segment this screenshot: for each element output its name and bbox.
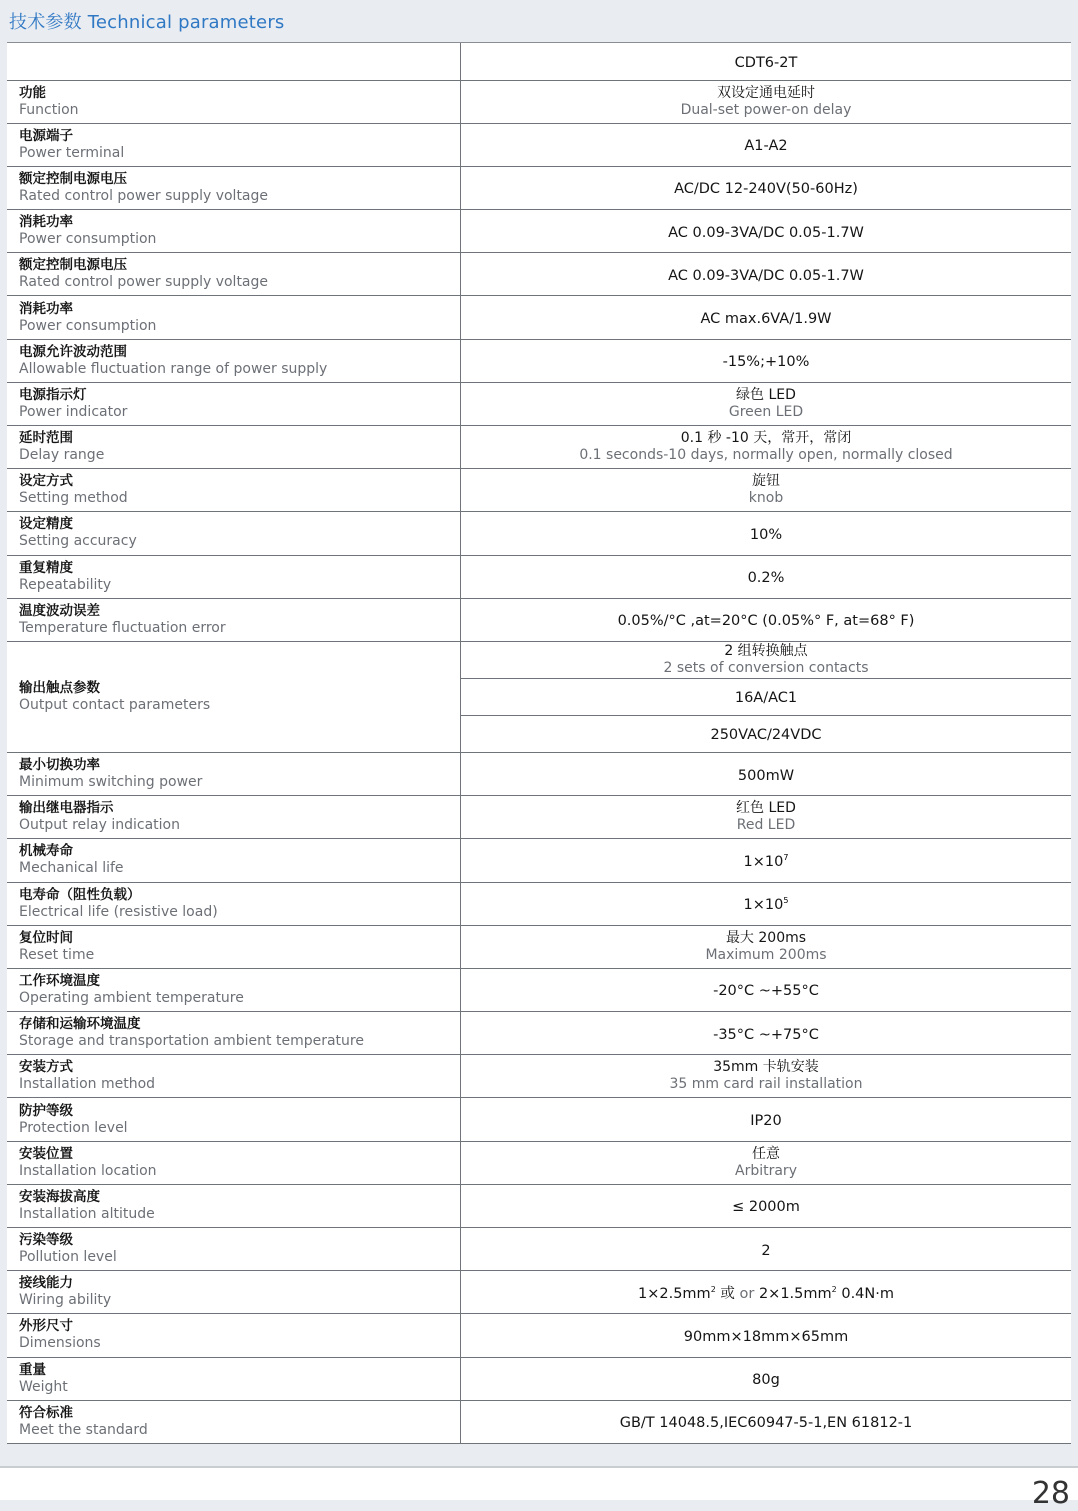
parameter-label-cell (7, 968, 461, 1011)
exponent: 7 (783, 852, 789, 862)
parameter-name-en: Power consumption (19, 317, 157, 334)
value-text: 80g (752, 1372, 780, 1389)
table-row (7, 1184, 1071, 1227)
wiring-part: or (739, 1285, 755, 1302)
value-text: -15%;+10% (722, 354, 810, 371)
wiring-part: 0.4N·m (841, 1285, 894, 1302)
parameter-name-en: Dimensions (19, 1335, 101, 1352)
table-row (7, 1400, 1071, 1443)
wiring-part: 2×1.5mm (758, 1285, 832, 1302)
parameter-label-cell (7, 598, 461, 641)
parameter-name-en: Output contact parameters (19, 696, 211, 713)
parameter-label-cell (7, 1141, 461, 1184)
value-text: IP20 (750, 1113, 782, 1130)
value-text: 0.2% (747, 570, 785, 587)
parameter-value-cell (461, 839, 1072, 882)
parameter-label-cell (7, 426, 461, 469)
value-text: 2 (761, 1242, 771, 1259)
page-title: 技术参数 Technical parameters (9, 12, 285, 33)
parameter-label-cell (7, 641, 461, 752)
parameter-value-cell (461, 1012, 1072, 1055)
parameter-name-en: Power indicator (19, 403, 128, 420)
parameter-name-en: Reset time (19, 946, 95, 963)
parameter-value-cell (461, 469, 1072, 512)
parameter-label-cell (7, 1228, 461, 1271)
parameter-label-cell (7, 1314, 461, 1357)
parameter-value-cell (461, 598, 1072, 641)
parameter-label-cell (7, 123, 461, 166)
parameter-label-cell (7, 1055, 461, 1098)
value-zh: 0.1 秒 -10 天，常开，常闭 (680, 430, 852, 447)
value-en: Red LED (736, 817, 796, 834)
parameter-value-cell (461, 339, 1072, 382)
value-text: 500mW (737, 767, 795, 784)
parameter-value-cell (461, 1228, 1072, 1271)
parameter-name-zh: 功能 (19, 84, 46, 101)
parameter-label-cell (7, 1400, 461, 1443)
parameter-name-zh: 延时范围 (19, 430, 73, 447)
parameter-name-en: Installation method (19, 1076, 156, 1093)
parameter-label-cell (7, 882, 461, 925)
parameter-name-en: Mechanical life (19, 860, 124, 877)
value-en: 2 sets of conversion contacts (663, 659, 869, 676)
parameter-label-cell (7, 80, 461, 123)
parameter-value-cell (461, 512, 1072, 555)
parameter-name-zh: 消耗功率 (19, 214, 73, 231)
parameter-value-cell (461, 555, 1072, 598)
table-row (7, 166, 1071, 209)
table-row (7, 80, 1071, 123)
value-text: 0.05%/°C ,at=20°C (0.05%° F, at=68° F) (617, 613, 915, 630)
value-text: -35°C ~+75°C (713, 1026, 819, 1043)
parameter-value-cell (461, 715, 1072, 752)
parameter-name-en: Output relay indication (19, 817, 180, 834)
table-row (7, 469, 1071, 512)
parameter-name-en: Rated control power supply voltage (19, 274, 269, 291)
parameter-name-zh: 接线能力 (19, 1275, 73, 1292)
parameter-label-cell (7, 839, 461, 882)
parameter-name-en: Allowable fluctuation range of power supply (19, 360, 328, 377)
parameter-value-cell (461, 80, 1072, 123)
parameter-value-cell (461, 1271, 1072, 1314)
value-en: 35 mm card rail installation (669, 1076, 863, 1093)
parameter-name-zh: 消耗功率 (19, 300, 73, 317)
table-row (7, 882, 1071, 925)
parameter-name-en: Setting method (19, 490, 128, 507)
model-name: CDT6-2T (734, 54, 798, 71)
parameter-name-zh: 复位时间 (19, 929, 73, 946)
parameter-name-zh: 设定精度 (19, 516, 73, 533)
table-row (7, 598, 1071, 641)
parameter-label-cell (7, 469, 461, 512)
wiring-part: 1×2.5mm (638, 1285, 711, 1302)
table-row (7, 1271, 1071, 1314)
parameter-name-en: Delay range (19, 447, 105, 464)
parameter-value-cell (461, 678, 1072, 715)
value-text: 16A/AC1 (734, 690, 798, 707)
model-header (461, 43, 1072, 80)
parameter-name-en: Function (19, 101, 79, 118)
parameter-name-zh: 额定控制电源电压 (19, 170, 127, 187)
parameter-value-cell (461, 210, 1072, 253)
parameter-label-cell (7, 796, 461, 839)
parameter-label-cell (7, 512, 461, 555)
table-row (7, 512, 1071, 555)
table-row (7, 1098, 1071, 1141)
exponent: 2 (710, 1284, 716, 1294)
parameter-name-zh: 输出继电器指示 (19, 800, 114, 817)
page-number: 28 (1031, 1476, 1070, 1511)
parameter-name-zh: 温度波动误差 (19, 602, 100, 619)
parameter-name-zh: 额定控制电源电压 (19, 257, 127, 274)
parameter-name-en: Minimum switching power (19, 774, 203, 791)
parameter-name-en: Installation altitude (19, 1205, 155, 1222)
exponent: 2 (831, 1284, 837, 1294)
parameter-label-cell (7, 382, 461, 425)
table-header-row (7, 43, 1071, 80)
table-row (7, 796, 1071, 839)
value-text: AC/DC 12-240V(50-60Hz) (674, 181, 858, 198)
wiring-value (638, 1286, 894, 1302)
parameter-value-cell (461, 752, 1072, 795)
parameter-name-en: Storage and transportation ambient temperature (19, 1033, 364, 1050)
table-row (7, 1141, 1071, 1184)
parameter-name-en: Power consumption (19, 231, 157, 248)
parameter-name-en: Protection level (19, 1119, 128, 1136)
value-text: 1×10 (743, 853, 784, 870)
parameter-name-zh: 工作环境温度 (19, 972, 100, 989)
parameter-value-cell (461, 123, 1072, 166)
table-row (7, 382, 1071, 425)
parameter-name-en: Setting accuracy (19, 533, 137, 550)
parameter-value-cell (461, 925, 1072, 968)
parameter-value-cell (461, 253, 1072, 296)
value-text: ≤ 2000m (732, 1199, 800, 1216)
parameter-label-cell (7, 1098, 461, 1141)
parameter-name-zh: 电源端子 (19, 127, 73, 144)
parameter-name-zh: 外形尺寸 (19, 1318, 73, 1335)
value-text: 1×10 (743, 897, 784, 914)
value-zh: 旋钮 (752, 473, 780, 490)
parameter-value-cell (461, 641, 1072, 678)
parameter-value-cell (461, 1098, 1072, 1141)
parameter-name-zh: 重量 (19, 1361, 46, 1378)
value-text: 250VAC/24VDC (710, 727, 822, 744)
table-row (7, 1228, 1071, 1271)
parameter-value-cell (461, 1055, 1072, 1098)
parameter-name-zh: 污染等级 (19, 1232, 73, 1249)
table-row (7, 210, 1071, 253)
table-row (7, 426, 1071, 469)
value-zh: 双设定通电延时 (717, 84, 815, 101)
parameter-name-en: Pollution level (19, 1249, 117, 1266)
table-row (7, 253, 1071, 296)
parameter-name-zh: 防护等级 (19, 1102, 73, 1119)
value-text: AC 0.09-3VA/DC 0.05-1.7W (668, 267, 864, 284)
parameter-label-cell (7, 166, 461, 209)
parameter-value-cell (461, 1400, 1072, 1443)
value-zh: 任意 (752, 1145, 780, 1162)
table-row (7, 752, 1071, 795)
value-en: Maximum 200ms (705, 946, 827, 963)
technical-parameters-table (7, 42, 1071, 1444)
parameter-name-zh: 设定方式 (19, 473, 73, 490)
parameter-label-cell (7, 1184, 461, 1227)
parameter-label-cell (7, 339, 461, 382)
value-en: 0.1 seconds-10 days, normally open, normally closed (579, 447, 953, 464)
parameter-name-en: Temperature fluctuation error (19, 619, 226, 636)
parameter-value-cell (461, 166, 1072, 209)
table-row (7, 641, 1071, 678)
parameter-label-cell (7, 925, 461, 968)
table-row (7, 839, 1071, 882)
parameter-name-zh: 电寿命（阻性负载） (19, 886, 141, 903)
parameter-label-cell (7, 296, 461, 339)
parameter-name-en: Weight (19, 1378, 68, 1395)
value-zh: 最大 200ms (725, 929, 807, 946)
value-zh: 2 组转换触点 (724, 642, 808, 659)
table-row (7, 1055, 1071, 1098)
table-row (7, 1357, 1071, 1400)
table-row (7, 968, 1071, 1011)
parameter-value-cell (461, 968, 1072, 1011)
value-text: 10% (749, 526, 783, 543)
parameter-label-cell (7, 752, 461, 795)
parameter-name-zh: 安装海拔高度 (19, 1188, 100, 1205)
value-text: AC 0.09-3VA/DC 0.05-1.7W (668, 224, 864, 241)
value-en: Dual-set power-on delay (680, 101, 852, 118)
parameter-label-cell (7, 210, 461, 253)
parameter-name-en: Installation location (19, 1162, 157, 1179)
parameter-name-en: Meet the standard (19, 1421, 148, 1438)
parameter-value-cell (461, 1141, 1072, 1184)
value-zh: 绿色 LED (736, 386, 796, 403)
table-body (7, 80, 1071, 1443)
parameter-value-cell (461, 882, 1072, 925)
parameter-name-zh: 机械寿命 (19, 843, 73, 860)
parameter-value-cell (461, 1357, 1072, 1400)
parameter-name-zh: 重复精度 (19, 559, 73, 576)
parameter-name-zh: 符合标准 (19, 1404, 73, 1421)
wiring-part: 或 (720, 1285, 735, 1302)
parameter-value-cell (461, 426, 1072, 469)
parameter-value-cell (461, 1314, 1072, 1357)
table-row (7, 555, 1071, 598)
table-row (7, 1012, 1071, 1055)
value-zh: 35mm 卡轨安装 (713, 1059, 819, 1076)
parameter-value-cell (461, 382, 1072, 425)
table-row (7, 296, 1071, 339)
value-text: AC max.6VA/1.9W (700, 311, 832, 328)
value-text: A1-A2 (744, 138, 788, 155)
parameter-label-cell (7, 1271, 461, 1314)
parameter-name-zh: 安装方式 (19, 1059, 73, 1076)
value-zh: 红色 LED (736, 800, 796, 817)
page-footer-band (0, 1466, 1078, 1500)
parameter-name-zh: 存储和运输环境温度 (19, 1016, 141, 1033)
parameter-value-cell (461, 1184, 1072, 1227)
parameter-name-zh: 最小切换功率 (19, 757, 100, 774)
table-row (7, 1314, 1071, 1357)
value-text: 90mm×18mm×65mm (683, 1328, 849, 1345)
parameter-name-en: Power terminal (19, 144, 125, 161)
parameter-label-cell (7, 1012, 461, 1055)
parameter-name-zh: 安装位置 (19, 1145, 73, 1162)
parameter-label-cell (7, 1357, 461, 1400)
parameter-name-en: Rated control power supply voltage (19, 187, 269, 204)
parameter-name-en: Repeatability (19, 576, 112, 593)
parameter-name-zh: 电源指示灯 (19, 386, 87, 403)
parameter-name-en: Operating ambient temperature (19, 989, 244, 1006)
parameter-name-en: Wiring ability (19, 1292, 112, 1309)
value-en: Green LED (728, 403, 804, 420)
exponent: 5 (783, 896, 789, 906)
value-en: knob (748, 490, 784, 507)
value-text: -20°C ~+55°C (713, 983, 819, 1000)
parameter-name-en: Electrical life (resistive load) (19, 903, 218, 920)
parameter-value-cell (461, 296, 1072, 339)
header-empty-cell (7, 43, 461, 80)
table-row (7, 339, 1071, 382)
table-row (7, 925, 1071, 968)
parameter-label-cell (7, 253, 461, 296)
parameter-name-zh: 电源允许波动范围 (19, 343, 127, 360)
value-text: GB/T 14048.5,IEC60947-5-1,EN 61812-1 (619, 1415, 913, 1432)
value-en: Arbitrary (735, 1162, 797, 1179)
parameter-value-cell (461, 796, 1072, 839)
table-row (7, 123, 1071, 166)
parameter-label-cell (7, 555, 461, 598)
parameter-name-zh: 输出触点参数 (19, 679, 100, 696)
